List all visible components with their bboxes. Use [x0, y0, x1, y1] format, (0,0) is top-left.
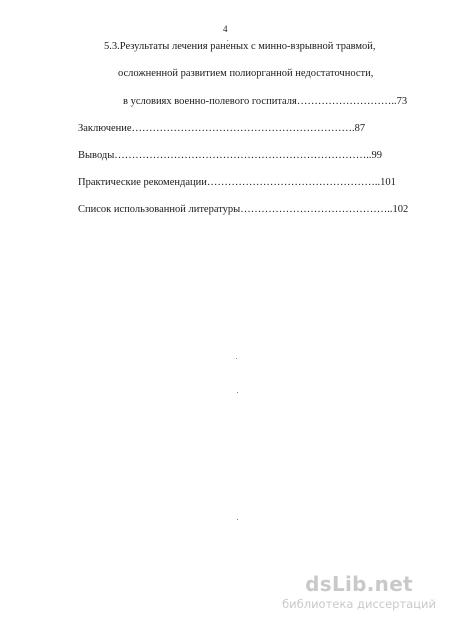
toc-entry-findings: Выводы………………………………………………………………..99: [78, 150, 383, 161]
speck-mark: [237, 392, 238, 393]
toc-entry-conclusion: Заключение……………………………………………………….87: [78, 123, 366, 134]
speck-mark: [237, 519, 238, 520]
toc-entry-5-3-line-3: в условиях военно-полевого госпиталя………………………..73: [123, 96, 408, 107]
toc-entry-recommendations: Практические рекомендации…………………………………………..101: [78, 177, 396, 188]
watermark-tagline: библиотека диссертаций: [282, 597, 436, 611]
toc-entry-5-3-line-2: осложненной развитием полиорганной недостаточности,: [118, 68, 374, 79]
speck-mark: [236, 358, 237, 359]
watermark-logo: dsLib.net: [305, 572, 413, 596]
toc-entry-5-3-line-1: 5.3.Результаты лечения раненых с минно-взрывной травмой,: [104, 41, 376, 52]
page-number: 4: [223, 24, 228, 34]
toc-entry-references: Список использованной литературы……………………………………..102: [78, 204, 409, 215]
watermark: [282, 573, 436, 611]
